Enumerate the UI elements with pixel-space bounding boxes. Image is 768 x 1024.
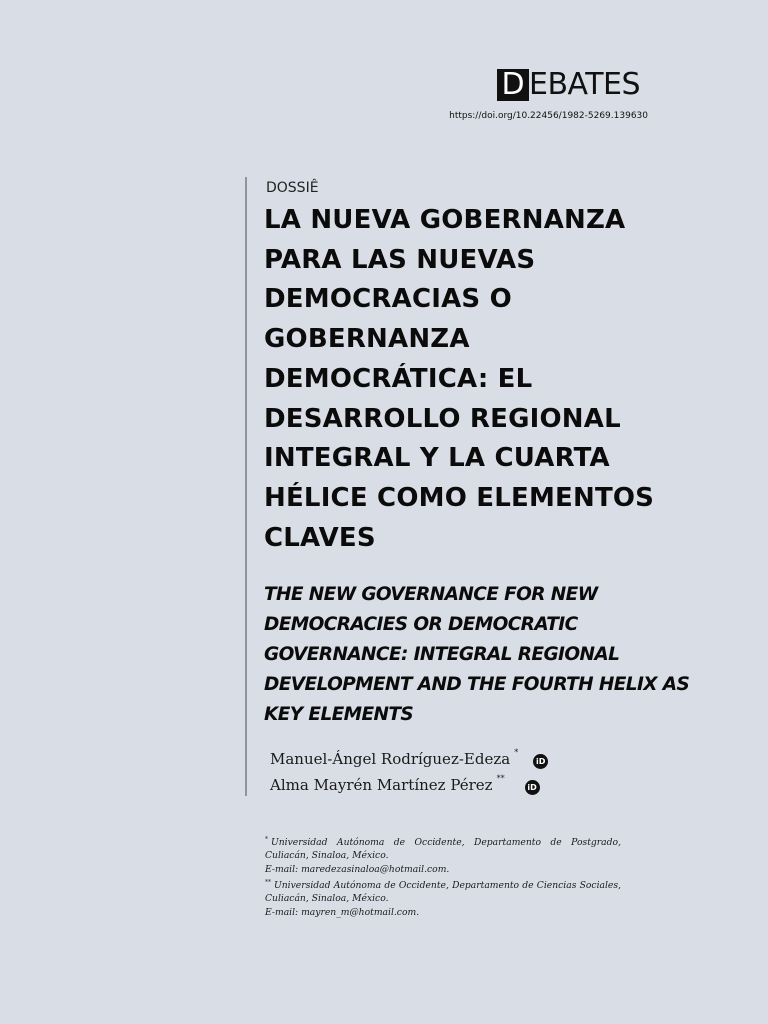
footnote-affiliation-text: Universidad Autónoma de Occidente, Departamento de Ciencias Sociales, Culiacán, Sinaloa, México. [265, 880, 621, 905]
journal-logo [497, 68, 640, 102]
author-footnote-mark: ** [496, 774, 505, 783]
footnote-email: E-mail: mayren_m@hotmail.com. [265, 906, 420, 918]
author-name: Manuel-Ángel Rodríguez-Edeza [270, 750, 511, 768]
logo-letter-box: D [497, 69, 529, 101]
section-label: DOSSIÊ [266, 180, 319, 196]
footnote-affiliation [265, 876, 621, 906]
footnotes [265, 833, 621, 919]
footnote-affiliation-text: Universidad Autónoma de Occidente, Departamento de Postgrado, Culiacán, Sinaloa, México. [265, 837, 621, 862]
logo-wordmark: EBATES [529, 67, 641, 102]
doi-link[interactable]: https://doi.org/10.22456/1982-5269.139630 [449, 111, 648, 121]
author-footnote-mark: * [514, 748, 519, 757]
vertical-rule [245, 177, 247, 796]
footnote-mark: * [265, 836, 268, 843]
orcid-icon[interactable]: iD [533, 754, 548, 769]
title-spanish: LA NUEVA GOBERNANZA PARA LAS NUEVAS DEMOCRACIAS O GOBERNANZA DEMOCRÁTICA: EL DESARROLLO REGIONAL INTEGRAL Y LA CUARTA HÉLICE COMO ELEMENTOS CLAVES [264, 205, 655, 553]
footnote-email: E-mail: maredezasinaloa@hotmail.com. [265, 863, 450, 875]
footnote-mark: ** [265, 878, 271, 886]
author-1 [270, 750, 548, 768]
author-2 [270, 776, 540, 794]
author-name: Alma Mayrén Martínez Pérez [270, 776, 493, 794]
footnote-affiliation [265, 833, 621, 863]
title-english: THE NEW GOVERNANCE FOR NEW DEMOCRACIES OR DEMOCRATIC GOVERNANCE: INTEGRAL REGIONAL DEVELOPMENT AND THE FOURTH HELIX AS KEY ELEMENTS [264, 584, 690, 725]
orcid-icon[interactable]: iD [525, 780, 540, 795]
